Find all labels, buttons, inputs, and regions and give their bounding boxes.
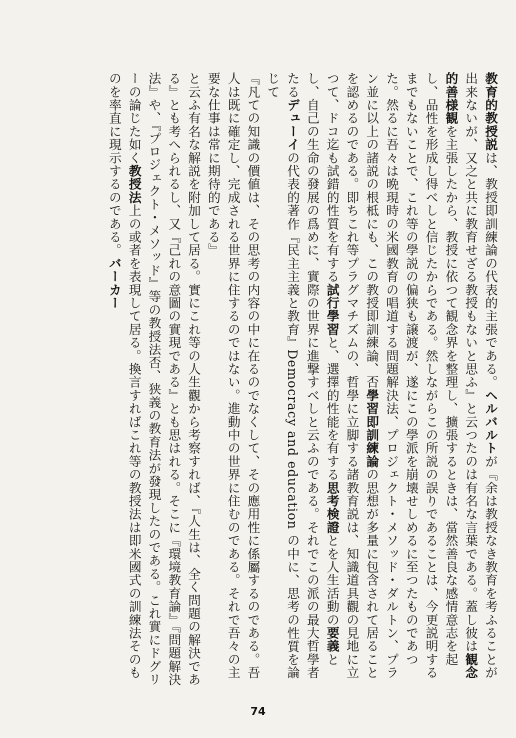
body-text — [38, 72, 500, 690]
text-run: 上の或者を表現して居る。換言すればこれ等の教授法は即米國式の訓練法そのものを率直に現示するのである。 — [106, 72, 142, 680]
emphasis-term: ヘルバルト — [483, 388, 498, 455]
text-run: の代表的著作『民主主義と教育』Democracy and education の中に、思考の性質を論じて — [265, 72, 301, 680]
emphasis-term: デューイ — [285, 98, 301, 152]
emphasis-term: 要義 — [324, 626, 340, 653]
emphasis-term: バーカー — [106, 256, 122, 310]
text-run: が『余は教授なき教育を考ふることが出来ないが、又之と共に教育せざる教授もないと思ふ』と云つたのは有名な言葉である。蓋し彼は — [463, 72, 498, 680]
text-run: の思想が多量に包含されて居ることを認めるのである。即ちこれ等プラグマチズムの、哲學に立脚する諸教育説は、知識道具觀の見地に立つて、ドコ迄も試錯的性質を有する — [324, 72, 380, 680]
paragraph — [104, 72, 203, 690]
text-run: 『凡ての知識の價値は、その思考の内容の中に在るのでなくして、その應用性に係屬するのである。吾人は既に確定し、完成される世界に住するのではない。進動中の世界に住むのである。それで吾々の主要な仕事は常に期待的である』 — [205, 72, 261, 680]
emphasis-term: 學習即訓練論 — [364, 388, 380, 469]
paragraph — [203, 72, 262, 690]
text-run: と、選擇的性能を有する — [324, 336, 340, 482]
emphasis-term: 教育的教授説 — [483, 72, 498, 152]
emphasis-term: 試行學習 — [324, 283, 340, 337]
text-run: は、教授即訓練論の代表的主張である。 — [483, 151, 498, 389]
text-run: と云ふ有名な解説を附加して居る。實にこれ等の人生觀から考察すれば、『人生は、全く問題の解決である』とも考へられるし、又『己れの意圖の實現である』とも思はれる。そこに『環境教育論』『問題解決法』や、『プロジェクト・メソッド』等の教授法否、狭義の教育法が發現したのである。これ實にドグリーの論じた如く — [126, 72, 202, 687]
text-run: を主張したから、教授に依つて観念界を整理し、擴張するときは、當然善良な感情意志を起し、品性を形成し得べしと信じたからである。然しながらこの所説の誤りであることは、今更説明するまでもないことで、これ等の學説の偏狭も譲渡が、遂にこの學派を崩壊せしめるに至つたものであつた。然るに吾々は晩現時の米國教育の唱道する問題解決法、プロジェクト・メソッド・ダルトン、プラン並に以上の諸説の根柢にも、この教授即訓練論、否 — [364, 72, 459, 680]
emphasis-term: 思考検證 — [324, 481, 340, 535]
emphasis-term: 観念的善様観 — [443, 72, 479, 680]
text-run: とを人生活動の — [324, 534, 340, 627]
text-run: とし、自己の生命の發展の爲めに、實際の世界に進撃すべしと云ふのである。それでこの派の最大哲學者たる — [285, 72, 340, 680]
emphasis-term: 教授法 — [126, 164, 142, 205]
page-number: 74 — [250, 705, 266, 718]
paragraph — [262, 72, 500, 690]
